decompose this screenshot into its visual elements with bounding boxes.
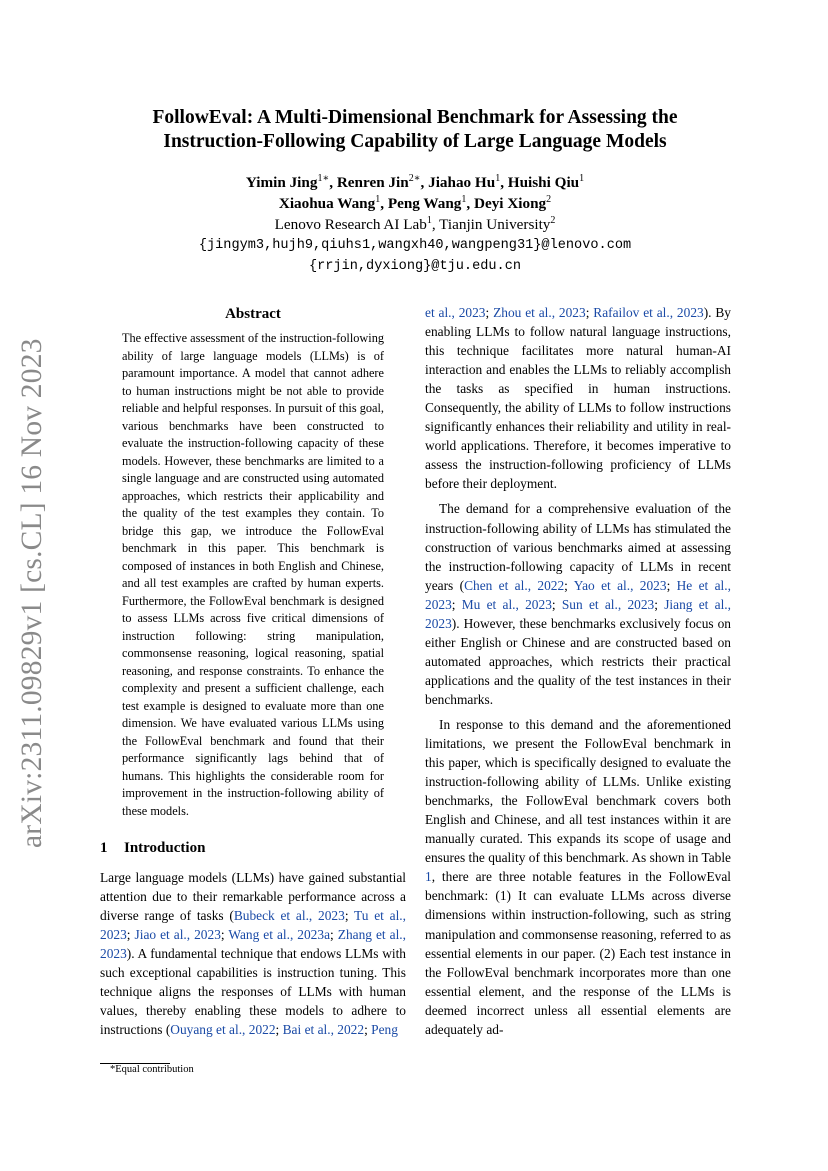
author-sup: 1 bbox=[375, 193, 381, 205]
intro-right-column bbox=[425, 303, 731, 1039]
citation-link[interactable]: Yao et al., 2023 bbox=[573, 577, 667, 593]
author-name: Huishi Qiu bbox=[507, 174, 580, 191]
author-name: Jiahao Hu bbox=[428, 174, 496, 191]
section-heading-introduction bbox=[100, 840, 205, 857]
citation-link[interactable]: Bubeck et al., 2023 bbox=[233, 908, 345, 924]
intro-paragraph-1-cont: et al., 2023; Zhou et al., 2023; Rafailov et al., 2023). By enabling LLMs to follow natural language instructions, this technique facilitates more natural human-AI interaction and enables the LLMs to reliably accomplish the tasks as specified in human instructions. Consequently, the ability of LLMs to follow instructions significantly enhances their reliability and utility in real-world applications. Therefore, it becomes imperative to assess the instruction-following proficiency of LLMs before their deployment. bbox=[425, 305, 731, 492]
citation-link[interactable]: Bai et al., 2022 bbox=[282, 1022, 365, 1038]
citation-link[interactable]: Chen et al., 2022 bbox=[464, 577, 565, 593]
email-lenovo: {jingym3,hujh9,qiuhs1,wangxh40,wangpeng31}@lenovo.com bbox=[198, 238, 632, 253]
citation-link[interactable]: et al., 2023 bbox=[425, 305, 486, 320]
intro-paragraph-2: The demand for a comprehensive evaluation of the instruction-following ability of LLMs has stimulated the construction of various benchmarks aimed at assessing the instruction-following capacity of LLMs in recent years (Chen et al., 2022; Yao et al., 2023; He et al., 2023; Mu et al., 2023; Sun et al., 2023; Jiang et al., 2023). However, these benchmarks exclusively focus on either English or Chinese and are constructed based on automated approaches, which restricts their practical applications and the quality of the test instances in their benchmarks. bbox=[425, 501, 731, 707]
author-name: Peng Wang bbox=[387, 195, 462, 212]
email-tju: {rrjin,dyxiong}@tju.edu.cn bbox=[308, 259, 522, 274]
citation-link[interactable]: Tu et al., 2023 bbox=[100, 908, 406, 943]
abstract-body: The effective assessment of the instruction-following ability of large language models (LLMs) is of paramount importance. A model that cannot adhere to human instructions might be not able to provide reliable and helpful responses. In pursuit of this goal, various benchmarks have been constructed to evaluate the instruction-following capacity of these models. However, these benchmarks are limited to a single language and are constructed using automated approaches, which restricts their applicability and the quality of the test examples they contain. To bridge this gap, we introduce the FollowEval benchmark in this paper. This benchmark is composed of instances in both English and Chinese, and all test examples are crafted by human experts. Furthermore, the FollowEval benchmark is designed to assess LLMs across five critical dimensions of instruction following: string manipulation, commonsense reasoning, logical reasoning, spatial reasoning, and response constraints. To enhance the complexity and present a sufficient challenge, each test example is designed to evaluate more than one dimension. We have evaluated various LLMs using the FollowEval benchmark and found that their performance significantly lags behind that of humans. This highlights the considerable room for improvement in the instruction-following ability of these models. bbox=[122, 331, 384, 818]
author-block bbox=[100, 172, 730, 277]
citation-link[interactable]: Zhou et al., 2023 bbox=[493, 305, 586, 320]
citation-link[interactable]: Peng bbox=[371, 1022, 398, 1038]
affiliation: Lenovo Research AI Lab bbox=[274, 216, 427, 233]
title-line-1: FollowEval: A Multi-Dimensional Benchmark for Assessing the bbox=[152, 107, 678, 128]
citation-link[interactable]: Sun et al., 2023 bbox=[561, 596, 655, 612]
footnote-equal-contribution: *Equal contribution bbox=[110, 1064, 194, 1075]
citation-link[interactable]: He et al., 2023 bbox=[425, 577, 731, 612]
citation-link[interactable]: Jiao et al., 2023 bbox=[134, 927, 221, 943]
author-line-2: Xiaohua Wang$^1$, Peng Wang$^1$, Deyi Xiong$^2$ bbox=[278, 193, 552, 212]
citation-link[interactable]: Rafailov et al., 2023 bbox=[593, 305, 704, 320]
author-name: Deyi Xiong bbox=[474, 195, 547, 212]
author-sup: 2 bbox=[546, 193, 552, 205]
author-name: Yimin Jing bbox=[245, 174, 318, 191]
author-sup: 2∗ bbox=[408, 172, 421, 184]
affiliations: Lenovo Research AI Lab$^1$, Tianjin University$^2$ bbox=[274, 214, 556, 233]
author-sup: 1 bbox=[495, 172, 501, 184]
author-sup: 1∗ bbox=[317, 172, 330, 184]
intro-paragraph-1: Large language models (LLMs) have gained substantial attention due to their remarkable performance across a diverse range of tasks (Bubeck et al., 2023; Tu et al., 2023; Jiao et al., 2023; Wang et al., 2023a; Zhang et al., 2023). A fundamental technique that endows LLMs with such exceptional capabilities is instruction tuning. This technique aligns the responses of LLMs with human values, thereby enabling these models to adhere to instructions (Ouyang et al., 2022; Bai et al., 2022; Peng bbox=[100, 870, 406, 1038]
author-line-1: Yimin Jing$^{1∗}$, Renren Jin$^{2∗}$, Jiahao Hu$^1$, Huishi Qiu$^1$ bbox=[245, 172, 585, 191]
citation-link[interactable]: Wang et al., 2023a bbox=[228, 927, 331, 943]
paper-title bbox=[100, 106, 730, 154]
citation-link[interactable]: Jiang et al., 2023 bbox=[425, 596, 731, 631]
citation-link[interactable]: Mu et al., 2023 bbox=[461, 596, 552, 612]
table-reference-link[interactable]: 1 bbox=[425, 869, 432, 885]
affiliation-sup: 1 bbox=[426, 214, 432, 226]
author-name: Renren Jin bbox=[336, 174, 409, 191]
affiliation-sup: 2 bbox=[550, 214, 556, 226]
intro-left-column bbox=[100, 868, 406, 1039]
author-name: Xiaohua Wang bbox=[278, 195, 376, 212]
title-line-2: Instruction-Following Capability of Large Language Models bbox=[163, 131, 667, 152]
author-sup: 1 bbox=[579, 172, 585, 184]
arxiv-identifier: arXiv:2311.09829v1 [cs.CL] 16 Nov 2023 bbox=[16, 338, 48, 848]
section-number: 1 bbox=[100, 840, 108, 856]
citation-link[interactable]: Ouyang et al., 2022 bbox=[170, 1022, 276, 1038]
abstract-heading: Abstract bbox=[225, 306, 281, 322]
author-sup: 1 bbox=[461, 193, 467, 205]
affiliation: Tianjin University bbox=[439, 216, 551, 233]
intro-paragraph-3: In response to this demand and the aforementioned limitations, we present the FollowEval benchmark in this paper, which is specifically designed to evaluate the instruction-following ability of LLMs. Unlike existing benchmarks, the FollowEval benchmark covers both English and Chinese, and all test instances within it are manually curated. This expands its scope of usage and ensures the quality of this benchmark. As shown in Table 1, there are three notable features in the FollowEval benchmark: (1) It can evaluate LLMs across diverse dimensions within instruction-following, such as string manipulation and commonsense reasoning, referred to as essential elements in our paper. (2) Each test instance in the FollowEval benchmark incorporates more than one essential element, and the response of the LLMs is deemed incorrect unless all essential elements are adequately ad- bbox=[425, 716, 732, 1037]
section-title: Introduction bbox=[124, 840, 206, 856]
citation-link[interactable]: Zhang et al., 2023 bbox=[100, 927, 406, 962]
